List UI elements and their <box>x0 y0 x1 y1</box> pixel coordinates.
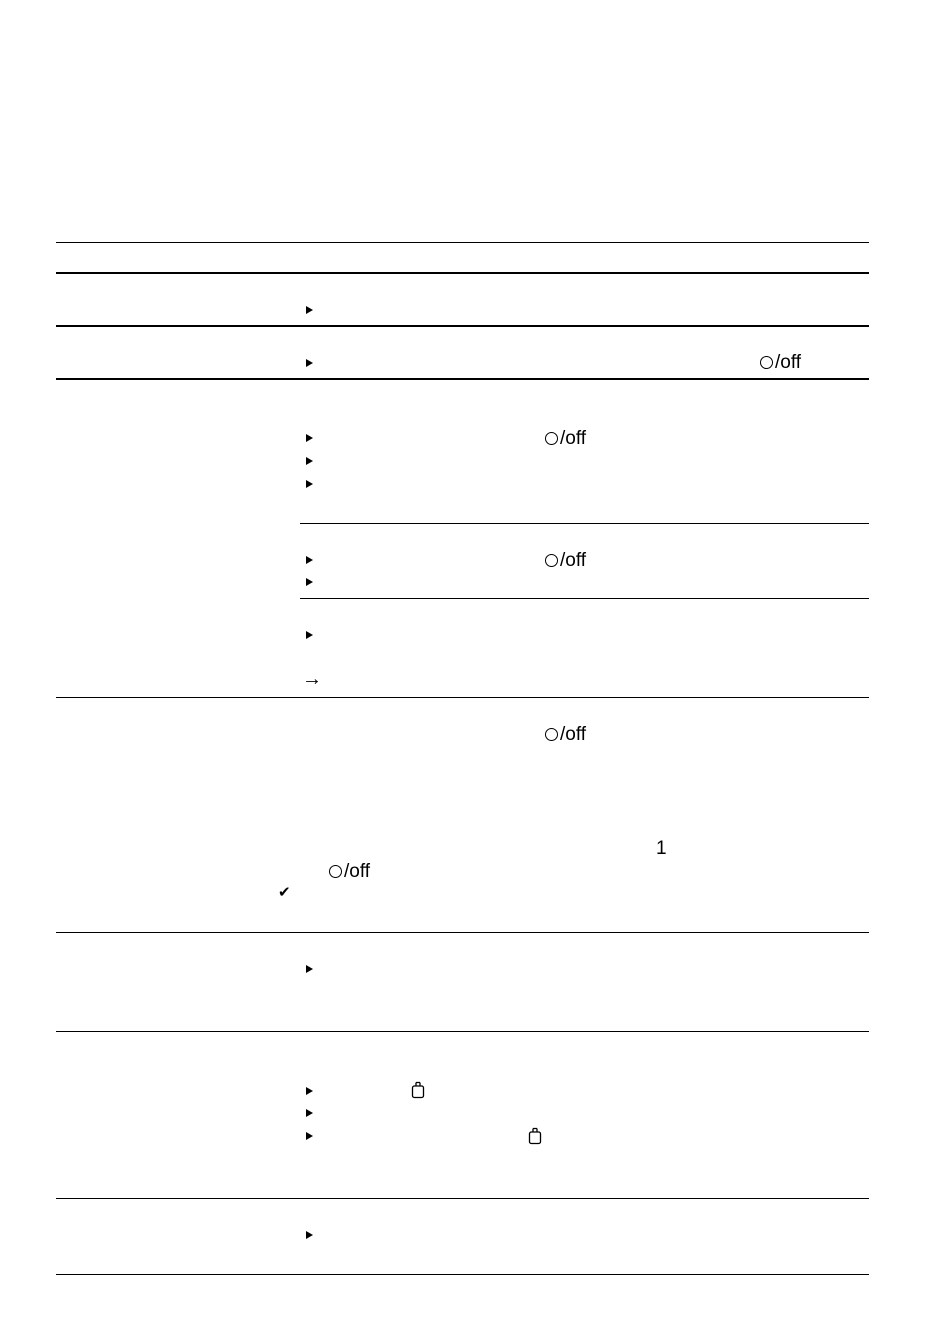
weight-icon <box>411 1081 425 1099</box>
triangle-bullet-icon <box>306 1087 313 1095</box>
power-off-ring-icon <box>545 432 558 445</box>
triangle-bullet-icon <box>306 480 313 488</box>
table-header-top-rule <box>56 242 869 243</box>
row-divider-4 <box>56 932 869 933</box>
triangle-bullet-icon <box>306 631 313 639</box>
triangle-bullet-icon <box>306 965 313 973</box>
sub-row-divider-1 <box>300 523 869 524</box>
power-off-ring-icon <box>545 728 558 741</box>
triangle-bullet-icon <box>306 359 313 367</box>
arrow-right-icon: → <box>302 668 322 690</box>
table-header-bottom-rule <box>56 272 869 274</box>
triangle-bullet-icon <box>306 1109 313 1117</box>
triangle-bullet-icon <box>306 457 313 465</box>
triangle-bullet-icon <box>306 434 313 442</box>
weight-icon <box>528 1127 542 1145</box>
triangle-bullet-icon <box>306 578 313 586</box>
row-divider-2 <box>56 378 869 380</box>
triangle-bullet-icon <box>306 1231 313 1239</box>
digit-one: 1 <box>656 838 667 859</box>
power-off-ring-icon <box>545 554 558 567</box>
power-off-symbol: /off <box>329 862 370 881</box>
triangle-bullet-icon <box>306 306 313 314</box>
power-off-ring-icon <box>760 356 773 369</box>
row-divider-1 <box>56 325 869 327</box>
sub-row-divider-2 <box>300 598 869 599</box>
power-off-symbol: /off <box>545 429 586 448</box>
row-divider-5 <box>56 1031 869 1032</box>
row-divider-6 <box>56 1198 869 1199</box>
row-divider-3 <box>56 697 869 698</box>
triangle-bullet-icon <box>306 556 313 564</box>
power-off-symbol: /off <box>545 551 586 570</box>
triangle-bullet-icon <box>306 1132 313 1140</box>
table-bottom-rule <box>56 1274 869 1275</box>
power-off-symbol: /off <box>545 725 586 744</box>
power-off-symbol: /off <box>760 353 801 372</box>
check-icon: ✔ <box>278 884 291 901</box>
power-off-ring-icon <box>329 865 342 878</box>
